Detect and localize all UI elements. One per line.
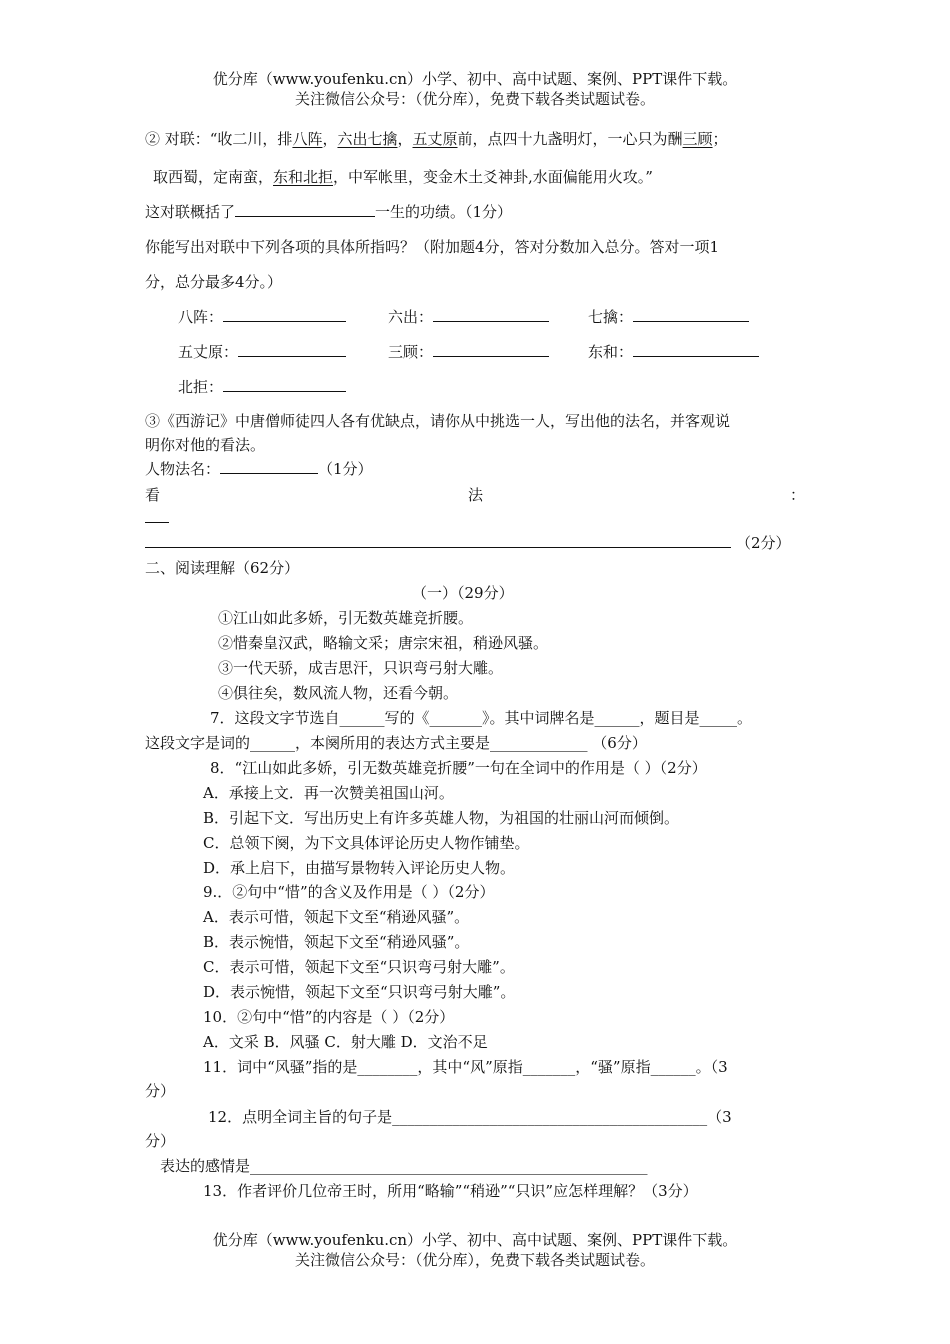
q8-option-b[interactable]: B．引起下文．写出历史上有许多英雄人物，为祖国的壮丽山河而倾倒。 xyxy=(203,809,680,827)
q9-option-a[interactable]: A．表示可惜，领起下文至“稍逊风骚”。 xyxy=(203,908,470,926)
q9-option-d[interactable]: D．表示惋惜，领起下文至“只识弯弓射大雕”。 xyxy=(203,983,516,1001)
header-line-1: 优分库（www.youfenku.cn）小学、初中、高中试题、案例、PPT课件下载。 xyxy=(212,70,738,88)
underlined-term: 三顾 xyxy=(682,130,713,148)
q3-line-1: ③《西游记》中唐僧师徒四人各有优缺点，请你从中挑选一人，写出他的法名，并客观说 xyxy=(145,412,731,430)
item-qiqin: 七擒： xyxy=(588,306,749,327)
answer-blank[interactable] xyxy=(223,377,346,392)
poem-line: ②惜秦皇汉武，略输文采；唐宗宋祖，稍逊风骚。 xyxy=(218,634,549,652)
q10-options[interactable]: A．文采 B．风骚 C．射大雕 D．文治不足 xyxy=(203,1033,488,1051)
answer-blank[interactable] xyxy=(235,202,375,217)
q2-couplet-line-1: ② 对联：“收二川，排八阵，六出七擒，五丈原前，点四十九盏明灯，一心只为酬三顾； xyxy=(145,130,728,148)
section-title: 二、阅读理解（62分） xyxy=(145,559,300,577)
underlined-term: 六出七擒 xyxy=(337,130,398,148)
item-sangu: 三顾： xyxy=(388,341,549,362)
view-label-fa: 法 xyxy=(468,486,484,504)
q7-line-2: 这段文字是词的______，本阕所用的表达方式主要是_____________ （6分） xyxy=(145,734,647,752)
header-line-2: 关注微信公众号：（优分库），免费下载各类试题试卷。 xyxy=(294,90,655,108)
answer-blank[interactable] xyxy=(433,342,549,357)
q10-question: 10．②句中“惜”的内容是（ ）（2分） xyxy=(203,1008,455,1026)
answer-blank[interactable] xyxy=(238,342,346,357)
underlined-term: 八阵 xyxy=(292,130,323,148)
q12-line-3: 表达的感情是_____________________________________________________ xyxy=(160,1157,648,1175)
q11-line-2: 分） xyxy=(145,1082,176,1100)
q9-option-c[interactable]: C．表示可惜，领起下文至“只识弯弓射大雕”。 xyxy=(203,958,515,976)
part-title: （一）（29分） xyxy=(412,584,514,602)
name-answer-blank[interactable] xyxy=(220,459,318,474)
q3-name-row: 人物法名： （1分） xyxy=(145,460,373,478)
q7-line-1: 7．这段文字节选自______写的《_______》。其中词牌名是______，题目是_____。 xyxy=(210,709,753,727)
q8-option-c[interactable]: C．总领下阕，为下文具体评论历史人物作铺垫。 xyxy=(203,834,530,852)
q8-option-a[interactable]: A．承接上文．再一次赞美祖国山河。 xyxy=(203,784,454,802)
short-answer-line[interactable] xyxy=(145,522,169,523)
view-label-kan: 看 xyxy=(145,486,161,504)
q8-option-d[interactable]: D．承上启下，由描写景物转入评论历史人物。 xyxy=(203,859,516,877)
q2-bonus-line-2: 分，总分最多4分。） xyxy=(145,273,283,291)
view-answer-line[interactable] xyxy=(145,547,731,548)
item-donghe: 东和： xyxy=(588,341,759,362)
q8-question: 8．“江山如此多娇，引无数英雄竞折腰”一句在全词中的作用是（ ）（2分） xyxy=(210,759,707,777)
q2-couplet-line-2: 取西蜀，定南蛮，东和北拒，中军帐里，变金木土爻神卦,水面偏能用火攻。” xyxy=(153,168,653,186)
q3-line-2: 明你对他的看法。 xyxy=(145,436,266,454)
footer-line-1: 优分库（www.youfenku.cn）小学、初中、高中试题、案例、PPT课件下载。 xyxy=(212,1231,738,1249)
answer-blank[interactable] xyxy=(633,342,759,357)
underlined-term: 东和北拒 xyxy=(273,168,334,186)
q11-line-1: 11．词中“风骚”指的是________，其中“风”原指_______，“骚”原指______。（3 xyxy=(203,1058,728,1076)
answer-blank[interactable] xyxy=(433,307,549,322)
view-label-colon: ： xyxy=(790,486,806,504)
q12-line-2: 分） xyxy=(145,1132,176,1150)
poem-line: ④俱往矣，数风流人物，还看今朝。 xyxy=(218,684,459,702)
item-liuchu: 六出： xyxy=(388,306,549,327)
answer-blank[interactable] xyxy=(633,307,749,322)
item-wuzhangyuan: 五丈原： xyxy=(178,341,346,362)
q9-question: 9.．②句中“惜”的含义及作用是（ ）（2分） xyxy=(203,883,495,901)
item-bazhen: 八阵： xyxy=(178,306,346,327)
q2-bonus-line-1: 你能写出对联中下列各项的具体所指吗？（附加题4分，答对分数加入总分。答对一项1 xyxy=(145,238,720,256)
poem-line: ③一代天骄，成吉思汗，只识弯弓射大雕。 xyxy=(218,659,504,677)
answer-blank[interactable] xyxy=(223,307,346,322)
q12-line-1: 12．点明全词主旨的句子是__________________________________________（3 xyxy=(208,1108,732,1126)
poem-line: ①江山如此多娇，引无数英雄竞折腰。 xyxy=(218,609,474,627)
footer-line-2: 关注微信公众号：（优分库），免费下载各类试题试卷。 xyxy=(294,1251,655,1269)
q9-option-b[interactable]: B．表示惋惜，领起下文至“稍逊风骚”。 xyxy=(203,933,470,951)
q2-summary-question: 这对联概括了 一生的功绩。（1分） xyxy=(145,203,513,221)
q13-question: 13．作者评价几位帝王时，所用“略输”“稍逊”“只识”应怎样理解？（3分） xyxy=(203,1182,698,1200)
underlined-term: 五丈原 xyxy=(412,130,458,148)
item-beiju: 北拒： xyxy=(178,376,346,397)
q3-score: （2分） xyxy=(736,534,791,552)
